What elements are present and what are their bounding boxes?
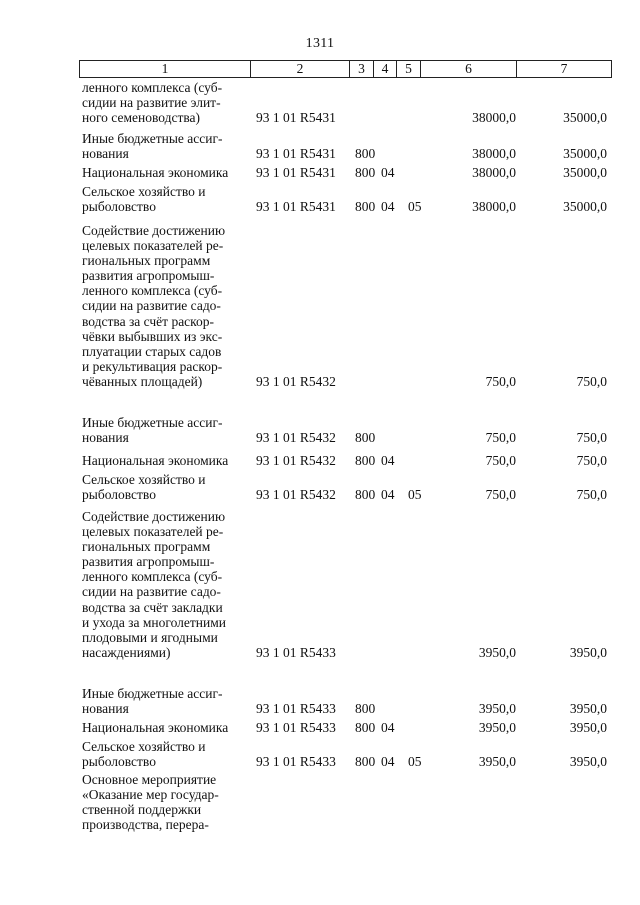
table-header [79, 60, 612, 78]
row-v6: 38000,0 [472, 146, 516, 162]
row-v6: 38000,0 [472, 110, 516, 126]
header-col-4: 4 [374, 61, 397, 77]
row-v6: 38000,0 [472, 199, 516, 215]
row-name: Содействие достижению целевых показателей ре- гиональных программ развития агропромыш- ленного комплекса (суб- сидии на развитие садо- водства за счёт закладки и ухода за многолетними плодовыми и ягодными насаждениями) [82, 509, 227, 660]
row-v7: 3950,0 [569, 754, 607, 770]
row-code: 93 1 01 R5432 [256, 487, 336, 503]
row-v7: 750,0 [576, 430, 607, 446]
row-v7: 35000,0 [563, 110, 607, 126]
row-code: 93 1 01 R5433 [256, 754, 336, 770]
row-v6: 750,0 [485, 430, 516, 446]
row-name: Иные бюджетные ассиг- нования [82, 131, 223, 162]
row-code: 93 1 01 R5432 [256, 430, 336, 446]
row-code: 93 1 01 R5432 [256, 374, 336, 389]
row-v7: 750,0 [576, 487, 607, 503]
page-number: 1311 [305, 36, 335, 51]
row-v7: 750,0 [576, 374, 607, 389]
row-v6: 3950,0 [478, 754, 516, 770]
header-col-6: 6 [421, 61, 517, 77]
row-name: Национальная экономика [82, 453, 229, 468]
row-v7: 3950,0 [569, 701, 607, 717]
row-v7: 35000,0 [563, 199, 607, 215]
row-c5: 05 [408, 754, 422, 770]
row-name: Сельское хозяйство и рыболовство [82, 184, 206, 215]
row-v6: 3950,0 [478, 644, 516, 660]
row-code: 93 1 01 R5433 [256, 701, 336, 717]
row-v7: 3950,0 [569, 644, 607, 660]
row-c4: 04 [381, 720, 395, 735]
header-col-1: 1 [80, 61, 251, 77]
row-code: 93 1 01 R5433 [256, 644, 336, 660]
row-c3: 800 [355, 487, 376, 503]
row-c5: 05 [408, 487, 422, 503]
row-name: Сельское хозяйство и рыболовство [82, 739, 206, 770]
row-c5: 05 [408, 199, 422, 215]
header-col-5: 5 [397, 61, 421, 77]
row-name: ленного комплекса (суб- сидии на развитие элит- ного семеноводства) [82, 80, 223, 126]
row-v6: 750,0 [485, 487, 516, 503]
row-name: Основное мероприятие «Оказание мер государ- ственной поддержки производства, перера- [82, 772, 219, 833]
row-code: 93 1 01 R5431 [256, 199, 336, 215]
row-c4: 04 [381, 199, 395, 215]
row-v7: 750,0 [576, 453, 607, 468]
row-c3: 800 [355, 701, 376, 717]
row-v7: 35000,0 [563, 146, 607, 162]
row-code: 93 1 01 R5431 [256, 146, 336, 162]
row-code: 93 1 01 R5431 [256, 165, 336, 180]
row-c3: 800 [355, 146, 376, 162]
row-name: Сельское хозяйство и рыболовство [82, 472, 206, 503]
row-c4: 04 [381, 754, 395, 770]
row-v6: 3950,0 [478, 701, 516, 717]
row-c4: 04 [381, 165, 395, 180]
row-name: Содействие достижению целевых показателей ре- гиональных программ развития агропромыш- ленного комплекса (суб- сидии на развитие садо- водства за счёт раскор- чёвки выбывших из экс- плуатации старых садов и рекультивация раскор- чёванных площадей) [82, 223, 226, 389]
row-c3: 800 [355, 199, 376, 215]
row-code: 93 1 01 R5433 [256, 720, 336, 735]
row-code: 93 1 01 R5431 [256, 110, 336, 126]
row-v6: 750,0 [485, 374, 516, 389]
row-v7: 35000,0 [563, 165, 607, 180]
row-c4: 04 [381, 453, 395, 468]
row-name: Национальная экономика [82, 165, 229, 180]
row-code: 93 1 01 R5432 [256, 453, 336, 468]
row-c3: 800 [355, 720, 376, 735]
row-c3: 800 [355, 453, 376, 468]
row-v6: 38000,0 [472, 165, 516, 180]
row-name: Иные бюджетные ассиг- нования [82, 415, 223, 446]
row-c3: 800 [355, 430, 376, 446]
row-c3: 800 [355, 165, 376, 180]
row-c4: 04 [381, 487, 395, 503]
row-v6: 750,0 [485, 453, 516, 468]
header-col-3: 3 [350, 61, 374, 77]
header-col-7: 7 [560, 61, 568, 76]
row-c3: 800 [355, 754, 376, 770]
row-name: Национальная экономика [82, 720, 229, 735]
row-v7: 3950,0 [569, 720, 607, 735]
row-v6: 3950,0 [478, 720, 516, 735]
header-col-2: 2 [251, 61, 350, 77]
row-name: Иные бюджетные ассиг- нования [82, 686, 223, 717]
